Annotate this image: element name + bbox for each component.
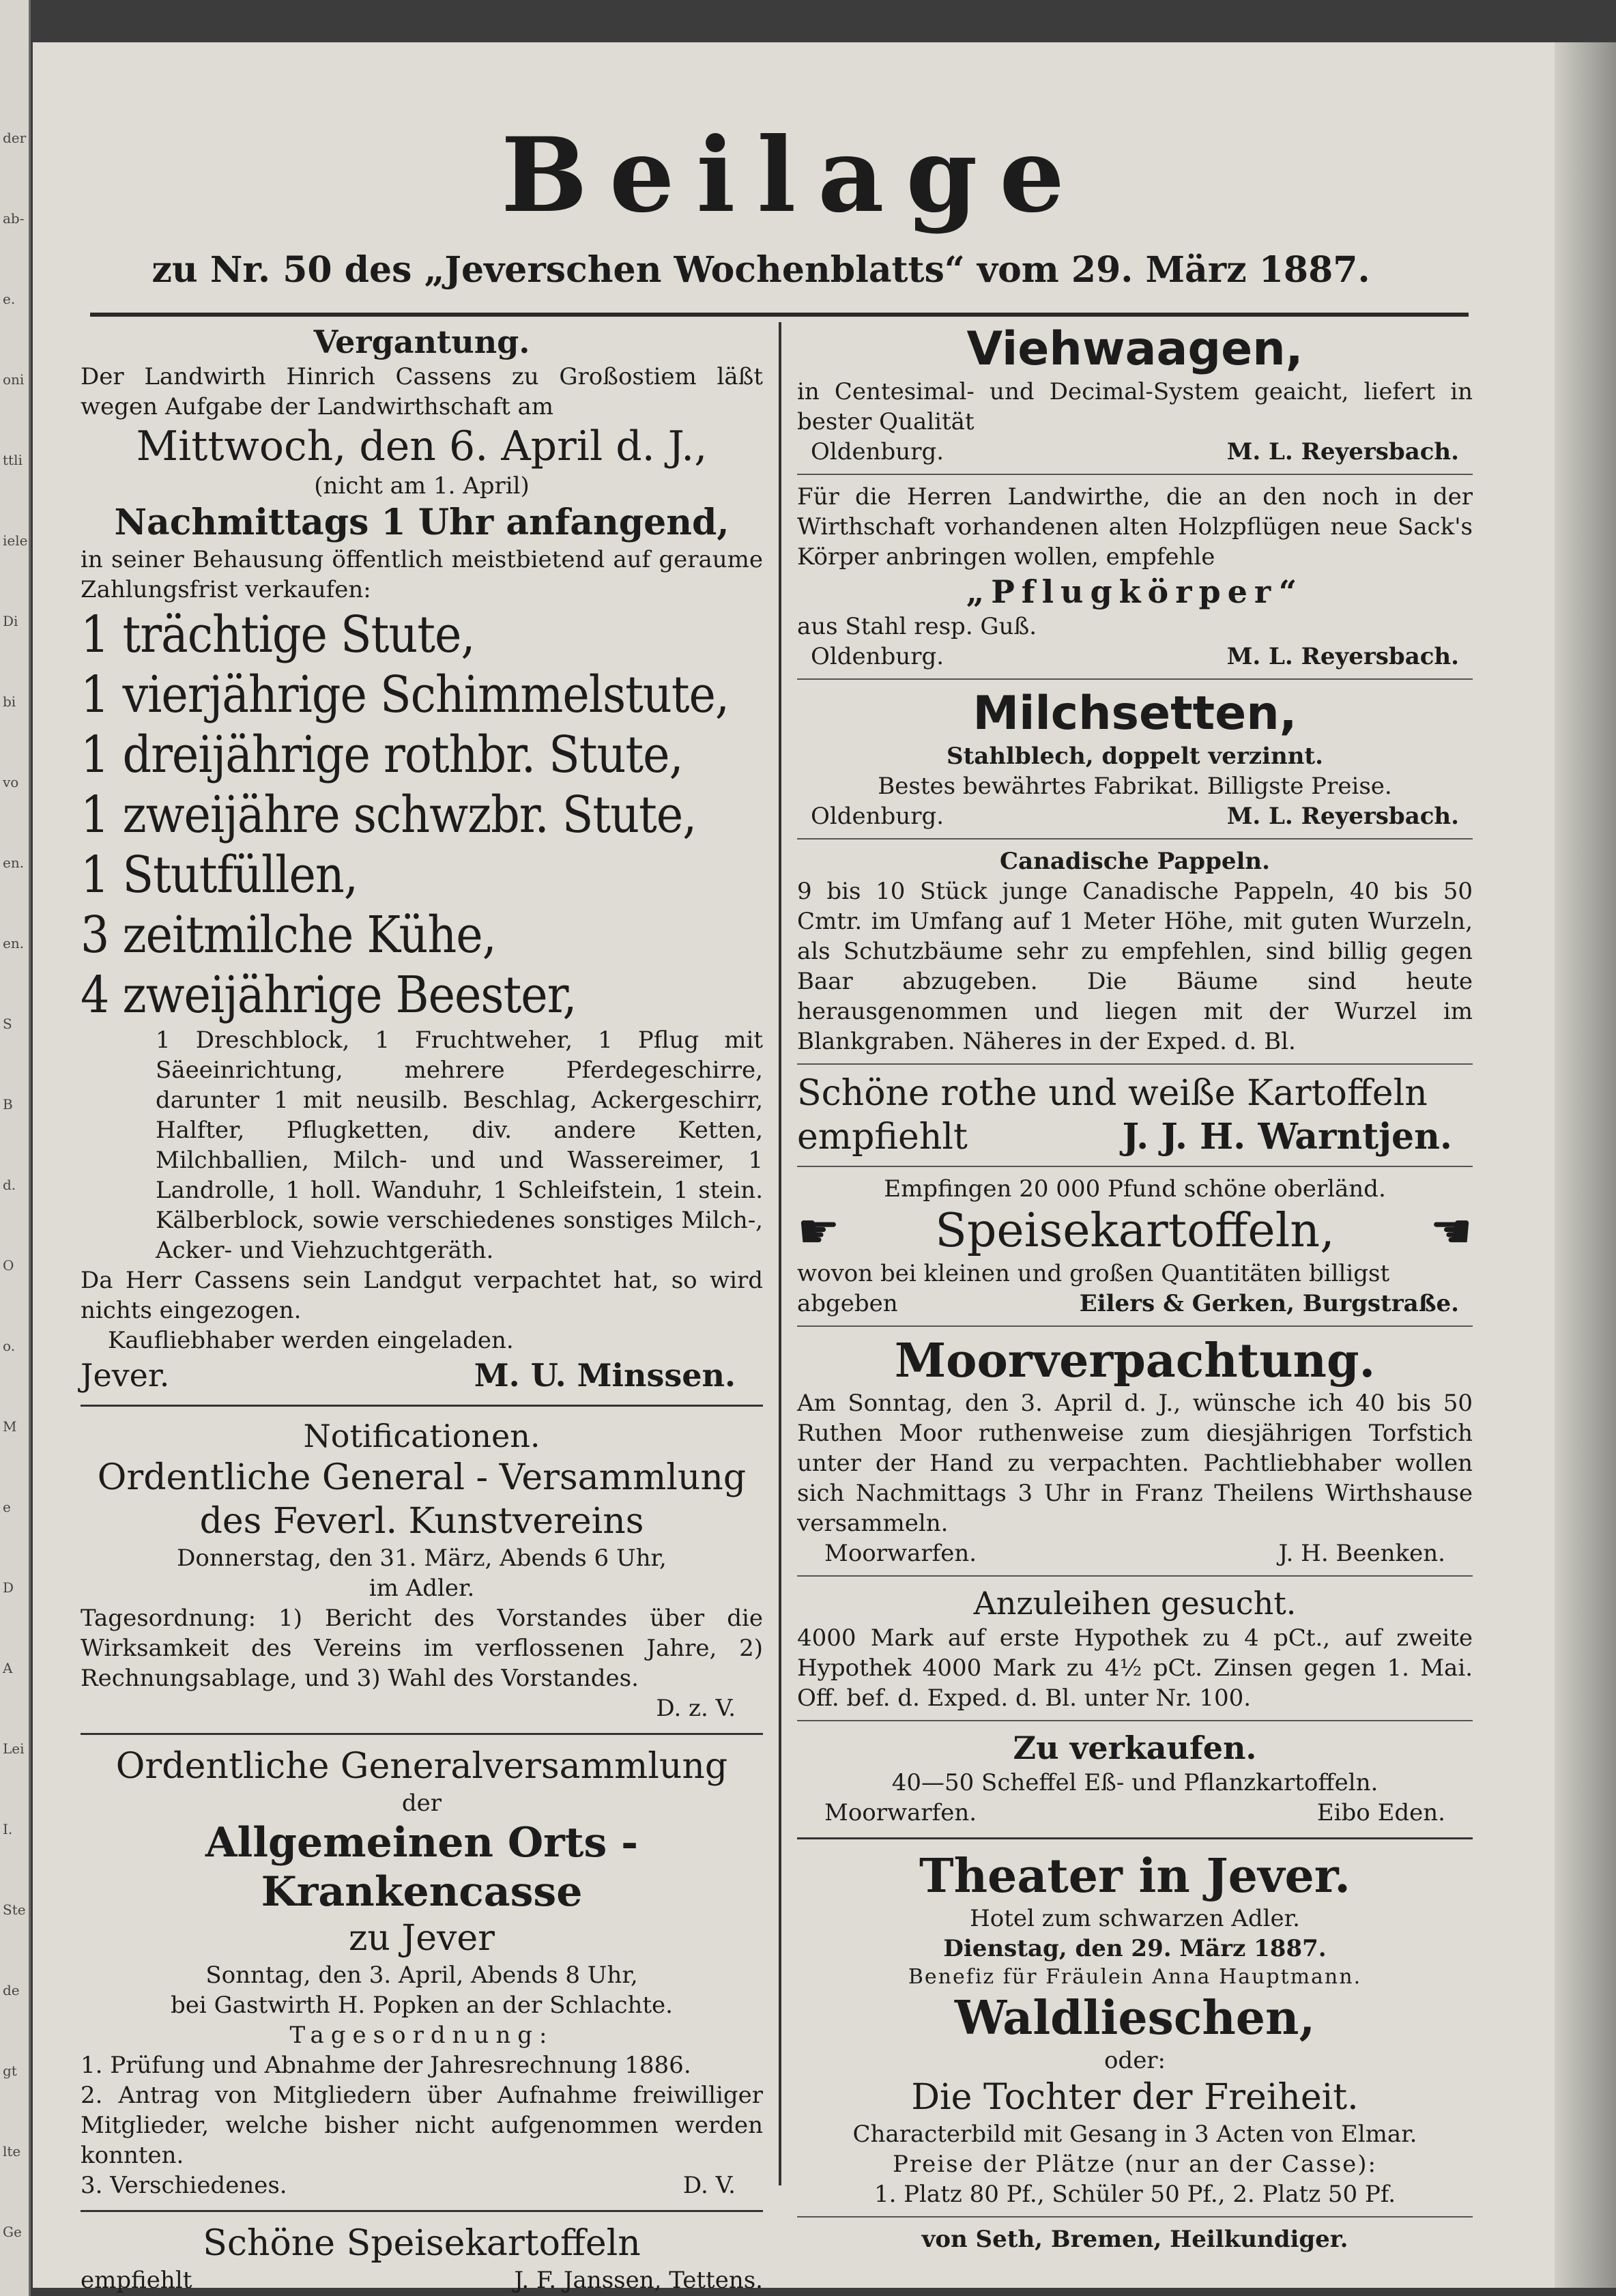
milch-sub: Stahlblech, doppelt verzinnt. [947, 743, 1323, 770]
moor-title: Moorverpachtung. [894, 1334, 1376, 1388]
prev-page-fragment: iele [3, 532, 28, 549]
gv-title: Ordentliche Generalversammlung [115, 1746, 728, 1787]
vergantung-date: Mittwoch, den 6. April d. J., [136, 422, 708, 470]
gv-venue: bei Gastwirth H. Popken an der Schlachte. [171, 1992, 673, 2019]
separator [81, 1733, 763, 1735]
item-line: 1 trächtige Stute, [81, 605, 475, 664]
previous-page-edge [0, 0, 31, 2296]
prev-page-fragment: e [3, 1499, 11, 1515]
gv-agenda-title: Tagesordnung: [289, 2022, 554, 2049]
prev-page-fragment: O [3, 1257, 14, 1274]
prev-page-fragment: lte [3, 2143, 21, 2159]
prev-page-fragment: A [3, 1660, 13, 1676]
vergantung-items [81, 605, 763, 1025]
vergantung-note: (nicht am 1. April) [314, 472, 530, 500]
pappeln-title: Canadische Pappeln. [1000, 848, 1270, 875]
notif-date: Donnerstag, den 31. März, Abends 6 Uhr, [177, 1545, 667, 1572]
prev-page-fragment: en. [3, 935, 25, 951]
gv-date: Sonntag, den 3. April, Abends 8 Uhr, [205, 1962, 638, 1989]
verkaufen-text: 40—50 Scheffel Eß- und Pflanzkartoffeln. [891, 1769, 1379, 1796]
theater-ad [797, 1849, 1473, 2209]
notif-title: Notificationen. [303, 1418, 540, 1454]
pflug-text: Für die Herren Landwirthe, die an den noch in der Wirthschaft vorhandenen alten Holzpflügen neue Sack's Körper anbringen wollen, empfehle [797, 483, 1473, 571]
separator [797, 1325, 1473, 1327]
gv-last-row [81, 2170, 763, 2200]
speise-title-row [797, 1204, 1473, 1259]
moor-signature [797, 1538, 1473, 1568]
separator [81, 1405, 763, 1407]
header-rule [90, 313, 1469, 317]
theater-desc: Characterbild mit Gesang in 3 Acten von Elmar. [852, 2121, 1417, 2148]
theater-title: Theater in Jever. [919, 1849, 1351, 1904]
separator [797, 1575, 1473, 1577]
vergantung-signer: M. U. Minssen. [474, 1357, 736, 1394]
rothe-lead: empfiehlt [797, 1117, 968, 1158]
gv-org: Allgemeinen Orts - Krankencasse [205, 1819, 639, 1916]
pflug-product: „Pflugkörper“ [966, 573, 1304, 610]
separator [797, 1166, 1473, 1167]
separator [797, 1063, 1473, 1065]
prev-page-fragment: ttli [3, 452, 23, 468]
pointing-hand-right-icon: ☛ [797, 1203, 840, 1259]
prev-page-fragment: Ste [3, 1902, 26, 1918]
pflug-signer: M. L. Reyersbach. [1226, 643, 1459, 670]
vergantung-invite: Kaufliebhaber werden eingeladen. [108, 1327, 514, 1354]
prev-page-fragment: der [3, 130, 27, 146]
pappeln-ad [797, 846, 1473, 1057]
separator [797, 1720, 1473, 1721]
prev-page-fragment: Ge [3, 2224, 22, 2240]
prev-page-fragment: Di [3, 613, 18, 629]
item-line: 1 dreijährige rothbr. Stute, [81, 726, 683, 784]
prev-page-fragment: ab- [3, 210, 25, 227]
theater-venue: Hotel zum schwarzen Adler. [970, 1905, 1300, 1932]
separator [797, 678, 1473, 680]
rothe-signer: J. J. H. Warntjen. [1122, 1116, 1452, 1158]
page-title: Beilage [501, 115, 1086, 235]
janssen-ad [81, 2222, 763, 2295]
speise-signer: Eilers & Gerken, Burgstraße. [1079, 1290, 1459, 1317]
item-line: 3 zeitmilche Kühe, [81, 906, 496, 964]
pflug-signature [797, 642, 1473, 672]
vergantung-closing: Da Herr Cassens sein Landgut verpachtet hat, so wird nichts eingezogen. [81, 1267, 763, 1324]
moorverpachtung-ad [797, 1334, 1473, 1568]
janssen-signature [81, 2265, 763, 2295]
notif-headline-org: des Feverl. Kunstvereins [199, 1501, 644, 1542]
rothe-title: Schöne rothe und weiße Kartoffeln [797, 1073, 1428, 1114]
milch-signer: M. L. Reyersbach. [1226, 803, 1459, 830]
prev-page-fragment: vo [3, 774, 19, 790]
speise-text: wovon bei kleinen und großen Quantitäten billigst [797, 1260, 1390, 1287]
viehwaagen-text: in Centesimal- und Decimal-System geaicht, liefert in bester Qualität [797, 378, 1473, 435]
page-edge-shadow [1555, 42, 1616, 2288]
janssen-lead: empfiehlt [81, 2267, 192, 2294]
newspaper-page [33, 42, 1555, 2294]
verkaufen-place: Moorwarfen. [824, 1799, 977, 1826]
speise-signature [797, 1289, 1473, 1319]
gv-der: der [401, 1790, 442, 1817]
vergantung-title: Vergantung. [313, 324, 530, 360]
prev-page-fragment: S [3, 1016, 12, 1032]
prev-page-fragment: B [3, 1096, 13, 1113]
prev-page-fragment: M [3, 1418, 17, 1435]
pflug-material: aus Stahl resp. Guß. [797, 613, 1037, 640]
gv-sign: D. V. [682, 2172, 736, 2199]
separator [797, 1837, 1473, 1839]
vergantung-place: Jever. [81, 1357, 170, 1394]
prev-page-fragment: oni [3, 371, 25, 388]
notif-agenda: Tagesordnung: 1) Bericht des Vorstandes über die Wirksamkeit des Vereins im verflossenen Jahre, 2) Rechnungsablage, und 3) Wahl des Vorstandes. [81, 1605, 763, 1692]
notif-headline: Ordentliche General - Versammlung [97, 1457, 747, 1498]
item-line: 4 zweijährige Beester, [81, 966, 577, 1024]
viehwaagen-ad [797, 322, 1473, 467]
pointing-hand-left-icon: ☚ [1430, 1203, 1473, 1259]
separator [797, 2216, 1473, 2218]
prev-page-fragment: o. [3, 1338, 16, 1354]
prev-page-fragment: e. [3, 291, 16, 307]
milch-place: Oldenburg. [811, 803, 944, 830]
item-line: 1 Stutfüllen, [81, 846, 358, 904]
vergantung-ad [81, 322, 763, 1395]
separator [81, 2210, 763, 2212]
rothe-signature [797, 1115, 1473, 1159]
footer-ad: von Seth, Bremen, Heilkundiger. [921, 2226, 1348, 2253]
viehwaagen-place: Oldenburg. [811, 438, 944, 465]
verkaufen-signature [797, 1798, 1473, 1828]
verkaufen-ad [797, 1728, 1473, 1828]
theater-prices: 1. Platz 80 Pf., Schüler 50 Pf., 2. Platz 50 Pf. [874, 2181, 1396, 2208]
vergantung-lead: Der Landwirth Hinrich Cassens zu Großostiem läßt wegen Aufgabe der Landwirthschaft am [81, 363, 763, 420]
vergantung-misc: 1 Dreschblock, 1 Fruchtweher, 1 Pflug mit Säeeinrichtung, mehrere Pferdegeschirre, darunter 1 mit neusilb. Beschlag, Ackergeschirr, Halfter, Pflugketten, div. andere Ketten, Milchballien, Milch- und und Wassereimer, 1 Landrolle, 1 holl. Wanduhr, 1 Schleifstein, 1 stein. Kälberblock, sowie verschiedenes sonstiges Milch-, Acker- und Viehzuchtgeräth. [156, 1027, 763, 1264]
prev-page-fragment: en. [3, 855, 25, 871]
prev-page-fragment: d. [3, 1177, 16, 1193]
vergantung-time: Nachmittags 1 Uhr anfangend, [114, 502, 730, 543]
right-column [797, 322, 1473, 2254]
prev-page-fragment: Lei [3, 1740, 25, 1757]
gv-agenda-item: 3. Verschiedenes. [81, 2172, 287, 2199]
theater-play: Waldlieschen, [954, 1991, 1316, 2046]
gv-agenda-item: 1. Prüfung und Abnahme der Jahresrechnung 1886. [81, 2052, 691, 2079]
viehwaagen-signer: M. L. Reyersbach. [1226, 438, 1459, 465]
anleihen-ad [797, 1583, 1473, 1713]
warntjen-ad [797, 1072, 1473, 1159]
verkaufen-signer: Eibo Eden. [1316, 1799, 1445, 1826]
gv-city: zu Jever [348, 1918, 495, 1959]
milch-signature [797, 801, 1473, 831]
prev-page-fragment: gt [3, 2063, 17, 2079]
pappeln-text: 9 bis 10 Stück junge Canadische Pappeln, 40 bis 50 Cmtr. im Umfang auf 1 Meter Höhe, mit guten Wurzeln, als Schutzbäume sehr zu empfehlen, sind billig gegen Baar abzugeben. Die Bäume sind heute herausgenommen und liegen mit der Wurzel im Blankgraben. Näheres in der Exped. d. Bl. [797, 878, 1473, 1055]
verkaufen-title: Zu verkaufen. [1013, 1730, 1257, 1766]
moor-text: Am Sonntag, den 3. April d. J., wünsche ich 40 bis 50 Ruthen Moor ruthenweise zum diesjährigen Torfstich unter der Hand zu verpachten. Pachtliebhaber wollen sich Nachmittags 3 Uhr in Franz Theilens Wirthshause versammeln. [797, 1390, 1473, 1537]
theater-oder: oder: [1103, 2047, 1166, 2074]
item-line: 1 zweijähre schwzbr. Stute, [81, 786, 697, 844]
viehwaagen-signature [797, 437, 1473, 467]
separator [797, 838, 1473, 840]
column-divider [779, 322, 781, 2185]
viehwaagen-title: Viehwaagen, [966, 322, 1303, 376]
moor-place: Moorwarfen. [824, 1540, 977, 1567]
prev-page-fragment: D [3, 1579, 14, 1596]
janssen-title: Schöne Speisekartoffeln [203, 2223, 641, 2264]
left-column [81, 322, 763, 2295]
anleihen-title: Anzuleihen gesucht. [973, 1585, 1297, 1622]
theater-benefiz: Benefiz für Fräulein Anna Hauptmann. [908, 1965, 1362, 1989]
milch-text: Bestes bewährtes Fabrikat. Billigste Preise. [878, 773, 1392, 800]
janssen-signer: J. F. Janssen, Tettens. [514, 2267, 763, 2294]
gv-agenda-item: 2. Antrag von Mitgliedern über Aufnahme freiwilliger Mitglieder, welche bisher nicht aufgenommen werden konnten. [81, 2082, 763, 2169]
prev-page-fragment: I. [3, 1821, 13, 1837]
item-line: 1 vierjährige Schimmelstute, [81, 665, 730, 724]
theater-subtitle: Die Tochter der Freiheit. [911, 2077, 1359, 2118]
pflugkoerper-ad [797, 482, 1473, 672]
anleihen-text: 4000 Mark auf erste Hypothek zu 4 pCt., auf zweite Hypothek 4000 Mark zu 4½ pCt. Zinsen gegen 1. Mai. Off. bef. d. Exped. d. Bl. unter Nr. 100. [797, 1624, 1473, 1712]
prev-page-fragment: bi [3, 693, 16, 710]
separator [797, 474, 1473, 475]
theater-prices-title: Preise der Plätze (nur an der Casse): [892, 2151, 1378, 2178]
speisekartoffeln-ad [797, 1174, 1473, 1319]
speise-lead: abgeben [797, 1290, 898, 1317]
prev-page-fragment: de [3, 1982, 20, 1998]
milch-title: Milchsetten, [972, 687, 1297, 741]
vergantung-signature [81, 1355, 763, 1395]
speise-pre: Empfingen 20 000 Pfund schöne oberländ. [884, 1175, 1386, 1203]
theater-date: Dienstag, den 29. März 1887. [943, 1935, 1327, 1962]
notificationen-block [81, 1416, 763, 1723]
pflug-place: Oldenburg. [811, 643, 944, 670]
milchsetten-ad [797, 687, 1473, 831]
vergantung-terms: in seiner Behausung öffentlich meistbietend auf geraume Zahlungsfrist verkaufen: [81, 546, 763, 603]
generalversammlung-block [81, 1745, 763, 2200]
moor-signer: J. H. Beenken. [1278, 1540, 1445, 1567]
notif-sign: D. z. V. [656, 1695, 736, 1722]
notif-place: im Adler. [369, 1575, 475, 1602]
page-subtitle: zu Nr. 50 des „Jeverschen Wochenblatts“ vom 29. März 1887. [152, 249, 1370, 291]
speise-title: Speisekartoffeln, [935, 1204, 1335, 1258]
